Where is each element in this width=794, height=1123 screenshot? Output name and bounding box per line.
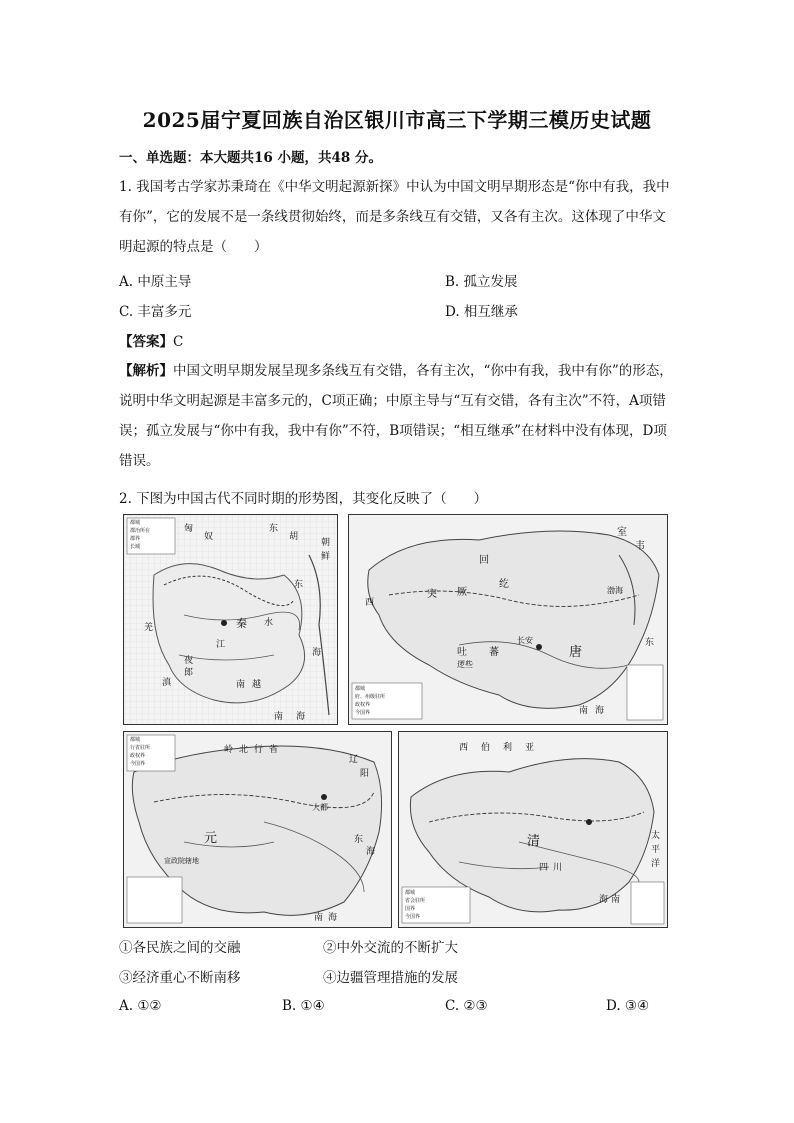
- map-label: 江: [216, 640, 226, 650]
- map-label: 郎: [184, 668, 194, 678]
- map-label: 东: [294, 580, 304, 590]
- exam-title: 2025届宁夏回族自治区银川市高三下学期三模历史试题: [142, 108, 652, 132]
- map-yuan: [123, 731, 392, 928]
- map-label: 渤海: [607, 586, 623, 595]
- map-label: 伯: [481, 743, 491, 753]
- map-label: 吐: [457, 647, 467, 658]
- map-label: 海: [296, 712, 306, 722]
- map-label: 秦: [236, 617, 247, 630]
- section-heading: 一、单选题：本大题共16 小题，共48 分。: [119, 150, 382, 166]
- map-label: 厥: [457, 587, 467, 598]
- map-label: 亚: [525, 743, 535, 753]
- map-label: 东: [645, 638, 655, 648]
- map-label: 行: [254, 745, 264, 755]
- map-label: 阳: [360, 769, 370, 779]
- map-label: 海: [366, 847, 376, 857]
- map-label: 海: [312, 648, 322, 658]
- q1-option-a: A. 中原主导: [119, 274, 192, 290]
- map-tang: [348, 514, 668, 725]
- map-label: 南: [579, 706, 589, 716]
- map-label: 川: [553, 863, 563, 873]
- map-label: 海: [595, 706, 605, 716]
- map-label: 大都: [312, 803, 328, 812]
- q2-stem: 2. 下图为中国古代不同时期的形势图，其变化反映了（ ）: [119, 491, 488, 507]
- q1-stem: 1. 我国考古学家苏秉琦在《中华文明起源新探》中认为中国文明早期形态是“你中有我，我中有你”，它的发展不是一条线贯彻始终，而是多条线互有交错，又各有主次。这体现了中华文明起源的特点是（ ）: [119, 179, 670, 255]
- map-label: 朝: [321, 538, 331, 548]
- map-label: 辽: [349, 755, 359, 765]
- map-label: 蕃: [489, 647, 499, 658]
- map-label: 利: [503, 743, 513, 753]
- map-qin: [123, 514, 338, 725]
- map-label: 省: [269, 745, 279, 755]
- q2-statement-4: ④边疆管理措施的发展: [323, 970, 458, 986]
- map-label: 南: [236, 680, 246, 690]
- map-label: 东: [354, 835, 364, 845]
- q2-statement-2: ②中外交流的不断扩大: [323, 940, 458, 956]
- map-label: 逻些: [457, 660, 473, 669]
- map-label: 回: [479, 555, 489, 566]
- analysis-text: 中国文明早期发展呈现多条线互有交错，各有主次，“你中有我，我中有你”的形态，说明中华文明起源是丰富多元的，C项正确；中原主导与“互有交错，各有主次”不符，A项错误；孤立发展与“你中有我，我中有你”不符，B项错误；“相互继承”在材料中没有体现，D项错误。: [119, 363, 673, 469]
- map-label: 胡: [289, 532, 299, 542]
- q1-option-c: C. 丰富多元: [119, 304, 192, 320]
- map-label: 南: [314, 913, 324, 923]
- map-qin-graphic: [124, 515, 337, 724]
- map-label: 纥: [499, 579, 509, 590]
- map-qin-legend: 都城 郡治所在 郡界 长城: [130, 520, 151, 550]
- answer-label: 【答案】: [119, 334, 173, 350]
- map-label: 越: [252, 680, 262, 690]
- map-label: 南: [274, 712, 284, 722]
- map-qing-legend: 都城 省会驻所 国界 今国界: [405, 890, 426, 920]
- map-label: 太: [651, 831, 661, 841]
- map-label: 北: [239, 745, 249, 755]
- map-tang-legend: 都城 府、州级驻所 政权界 今国界: [355, 686, 386, 716]
- map-label: 唐: [569, 645, 583, 660]
- map-label: 元: [204, 831, 218, 846]
- map-label: 四: [539, 863, 549, 873]
- map-label: 长安: [517, 636, 533, 645]
- map-label: 东: [269, 524, 279, 534]
- map-label: 滇: [162, 678, 172, 688]
- map-label: 海: [599, 895, 609, 905]
- map-label: 清: [527, 834, 541, 849]
- map-qing: [398, 731, 668, 928]
- map-label: 平: [651, 845, 661, 855]
- map-label: 夜: [184, 656, 194, 666]
- map-label: 鲜: [321, 552, 331, 562]
- q2-option-a: A. ①②: [119, 998, 162, 1014]
- map-label: 奴: [204, 532, 214, 542]
- map-label: 突: [427, 589, 437, 600]
- map-label: 匈: [184, 524, 194, 534]
- map-label: 羌: [144, 623, 154, 633]
- map-label: 西: [459, 743, 469, 753]
- map-label: 洋: [651, 859, 661, 869]
- q1-option-b: B. 孤立发展: [445, 274, 518, 290]
- q2-option-d: D. ③④: [606, 998, 650, 1014]
- q1-option-d: D. 相互继承: [445, 304, 518, 320]
- map-label: 海: [328, 913, 338, 923]
- map-label: 岭: [224, 745, 234, 755]
- map-label: 西: [365, 598, 375, 608]
- analysis-label: 【解析】: [119, 363, 173, 379]
- q1-analysis: [119, 356, 675, 476]
- map-label: 宣政院辖地: [164, 857, 199, 865]
- map-yuan-legend: 都城 行省驻所 政权界 今国界: [130, 737, 151, 767]
- map-label: 南: [611, 895, 621, 905]
- answer-value: C: [173, 334, 184, 350]
- map-label: 水: [264, 618, 274, 628]
- q1-answer-line: [119, 330, 183, 350]
- q2-option-b: B. ①④: [282, 998, 325, 1014]
- q2-option-c: C. ②③: [445, 998, 488, 1014]
- map-label: 韦: [635, 541, 645, 552]
- map-label: 室: [617, 527, 627, 538]
- map-tang-graphic: [349, 515, 667, 724]
- q2-statement-3: ③经济重心不断南移: [119, 970, 241, 986]
- q2-statement-1: ①各民族之间的交融: [119, 940, 241, 956]
